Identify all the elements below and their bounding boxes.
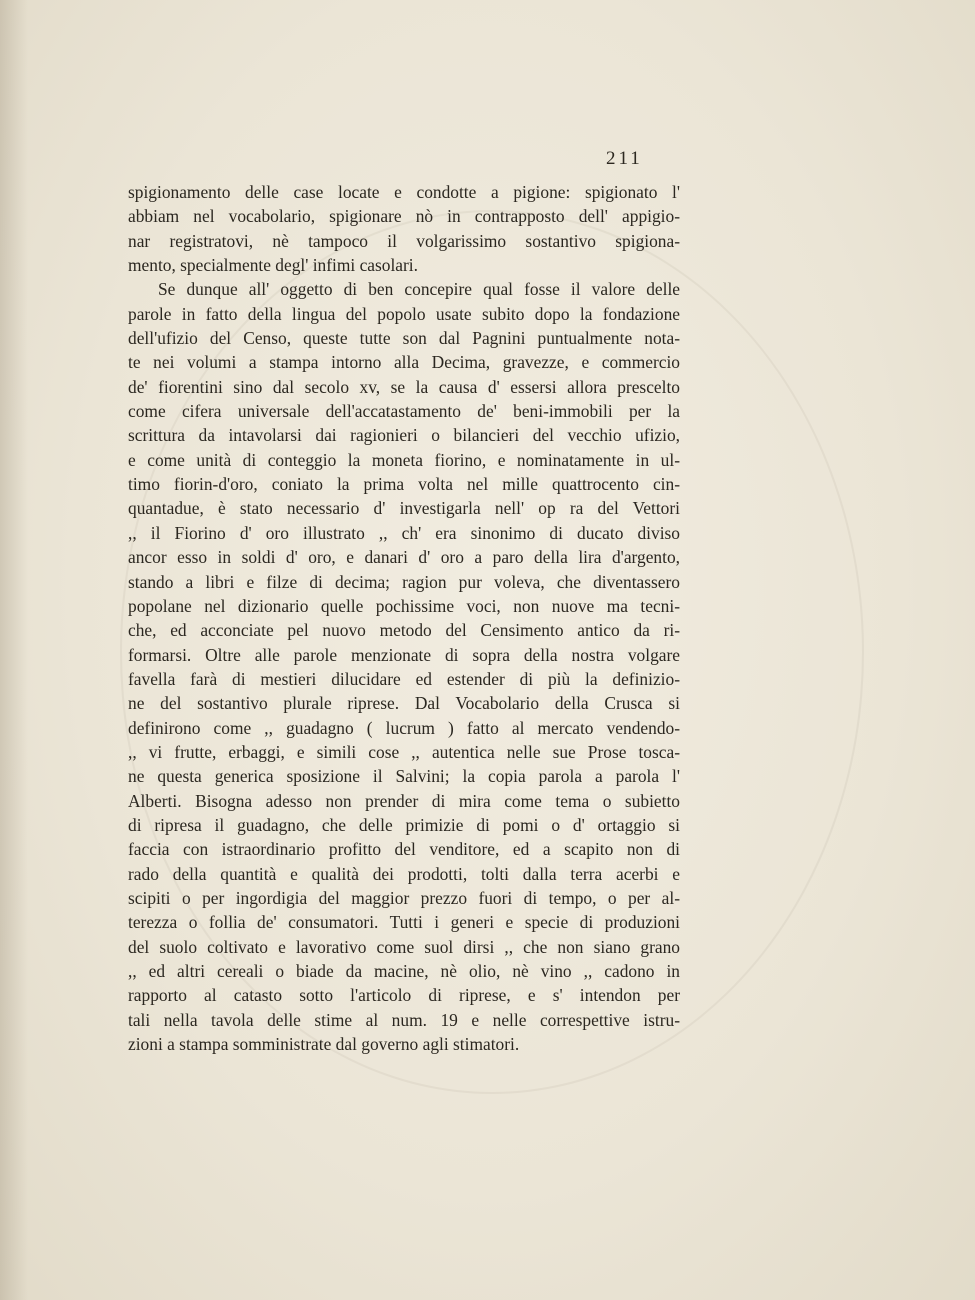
- text-line: Alberti. Bisogna adesso non prender di mira come tema o subietto: [128, 790, 680, 811]
- text-line: abbiam nel vocabolario, spigionare nò in contrapposto dell' appigio-: [128, 206, 680, 227]
- text-line: nar registratovi, nè tampoco il volgarissimo sostantivo spigiona-: [128, 230, 680, 251]
- text-line: quantadue, è stato necessario d' investigarla nell' op ra del Vettori: [128, 498, 680, 519]
- text-line: spigionamento delle case locate e condotte a pigione: spigionato l': [128, 182, 680, 202]
- binding-shadow: [0, 0, 28, 1300]
- text-line: ,, ed altri cereali o biade da macine, nè olio, nè vino ,, cadono in: [128, 961, 680, 981]
- text-line: del suolo coltivato e lavorativo come suol dirsi ,, che non siano grano: [128, 936, 680, 957]
- text-line: timo fiorin-d'oro, coniato la prima volta nel mille quattrocento cin-: [128, 474, 680, 495]
- text-line: formarsi. Oltre alle parole menzionate di sopra della nostra volgare: [128, 644, 680, 665]
- text-line: te nei volumi a stampa intorno alla Decima, gravezze, e commercio: [128, 352, 680, 373]
- text-line: ne questa generica sposizione il Salvini; la copia parola a parola l': [128, 766, 680, 787]
- text-line: rapporto al catasto sotto l'articolo di riprese, e s' intendon per: [128, 985, 680, 1006]
- text-line: tali nella tavola delle stime al num. 19 e nelle correspettive istru-: [128, 1009, 680, 1030]
- text-line: favella farà di mestieri dilucidare ed estender di più la definizio-: [128, 668, 680, 689]
- text-line: dell'ufizio del Censo, queste tutte son dal Pagnini puntualmente nota-: [128, 328, 680, 349]
- text-line: scipiti o per ingordigia del maggior prezzo fuori di tempo, o per al-: [128, 887, 680, 908]
- text-line: ne del sostantivo plurale riprese. Dal Vocabolario della Crusca si: [128, 693, 680, 714]
- text-line: faccia con istraordinario profitto del venditore, ed a scapito non di: [128, 839, 680, 860]
- text-line: ,, il Fiorino d' oro illustrato ,, ch' era sinonimo di ducato diviso: [128, 522, 680, 543]
- text-line: e come unità di conteggio la moneta fiorino, e nominatamente in ul-: [128, 449, 680, 470]
- text-line: Se dunque all' oggetto di ben concepire qual fosse il valore delle: [158, 279, 680, 300]
- text-line: di ripresa il guadagno, che delle primizie di pomi o d' ortaggio si: [128, 814, 680, 835]
- text-line: zioni a stampa somministrate dal governo agli stimatori.: [128, 1034, 520, 1055]
- text-line: come cifera universale dell'accatastamento de' beni-immobili per la: [128, 401, 680, 422]
- text-line: definirono come ,, guadagno ( lucrum ) fatto al mercato vendendo-: [128, 717, 680, 738]
- text-line: terezza o follia de' consumatori. Tutti i generi e specie di produzioni: [128, 912, 680, 933]
- text-line: mento, specialmente degl' infimi casolari.: [128, 255, 418, 276]
- text-line: scrittura da intavolarsi dai ragionieri o bilancieri del vecchio ufizio,: [128, 425, 680, 446]
- text-line: popolane nel dizionario quelle pochissime voci, non nuove ma tecni-: [128, 595, 680, 616]
- text-line: ancor esso in soldi d' oro, e danari d' oro a paro della lira d'argento,: [128, 547, 680, 568]
- text-line: parole in fatto della lingua del popolo usate subito dopo la fondazione: [128, 303, 680, 324]
- page-number: 211: [606, 148, 643, 169]
- text-line: de' fiorentini sino dal secolo xv, se la causa d' essersi allora prescelto: [128, 376, 680, 397]
- text-line: stando a libri e filze di decima; ragion pur voleva, che diventassero: [128, 571, 680, 592]
- text-line: che, ed acconciate pel nuovo metodo del Censimento antico da ri-: [128, 620, 680, 641]
- text-line: rado della quantità e qualità dei prodotti, tolti dalla terra acerbi e: [128, 863, 680, 884]
- body-text: [128, 180, 680, 1056]
- text-line: ,, vi frutte, erbaggi, e simili cose ,, autentica nelle sue Prose tosca-: [128, 741, 680, 762]
